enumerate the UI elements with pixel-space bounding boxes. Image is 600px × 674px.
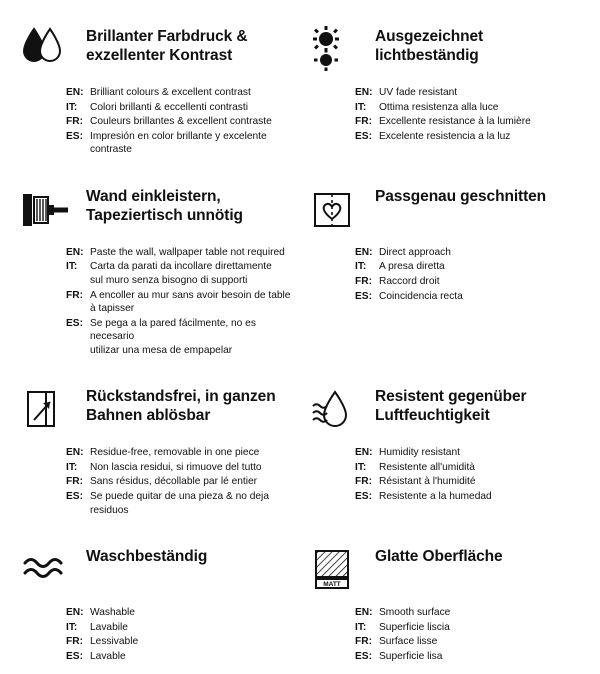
lang-code: IT: (355, 101, 367, 113)
feature-title: Waschbeständig (86, 548, 208, 566)
feature-title: Rückstandsfrei, in ganzen Bahnen ablösbar (86, 388, 276, 425)
lang-text: Colori brillanti & eccellenti contrasti (90, 101, 248, 113)
lang-text-line-1: Se pega a la pared fácilmente, no es necesario (90, 317, 256, 343)
lang-text: Superficie lisa (379, 650, 443, 662)
icon-label: MATT (323, 581, 341, 589)
lang-code: EN: (66, 246, 84, 258)
lang-code: IT: (355, 621, 367, 633)
precise-fit-heart-icon (307, 182, 363, 238)
feature-smooth-surface (307, 542, 582, 674)
lang-code: FR: (355, 636, 372, 648)
lang-code: FR: (355, 275, 372, 287)
list-item (66, 101, 293, 115)
list-item (66, 130, 293, 157)
list-item (66, 461, 293, 475)
lang-text: Sans résidus, décollable par lé entier (90, 476, 258, 488)
peel-off-residue-free-icon (18, 382, 74, 438)
list-item (355, 260, 582, 274)
lang-code: FR: (66, 636, 83, 648)
lang-text: A encoller au mur sans avoir besoin de table à tapisser (90, 289, 291, 315)
feature-translations (307, 446, 582, 503)
list-item (66, 260, 293, 287)
lang-text-line-2: sul muro senza bisogno di supporti (90, 274, 248, 286)
feature-translations (307, 246, 582, 303)
lang-text: Washable (90, 607, 135, 619)
list-item (66, 86, 293, 100)
lang-text: Smooth surface (379, 607, 451, 619)
feature-translations (18, 446, 293, 517)
feature-translations (18, 606, 293, 663)
feature-paste-the-wall (18, 182, 293, 369)
feature-row-2 (18, 182, 582, 369)
sun-fade-resistant-icon (307, 22, 363, 78)
feature-header (307, 382, 582, 438)
list-item (66, 317, 293, 358)
feature-title: Glatte Oberfläche (375, 548, 503, 566)
lang-code: ES: (355, 130, 372, 142)
feature-row-4 (18, 542, 582, 674)
list-item (355, 475, 582, 489)
list-item (355, 621, 582, 635)
feature-row-1 (18, 22, 582, 168)
lang-text: Excellente resistance à la lumière (379, 116, 531, 128)
lang-code: FR: (66, 476, 83, 488)
list-item (355, 101, 582, 115)
list-item (66, 490, 293, 517)
humidity-resistant-drop-icon (307, 382, 363, 438)
lang-text: Ottima resistenza alla luce (379, 101, 499, 113)
list-item (355, 606, 582, 620)
matt-smooth-surface-icon (307, 542, 363, 598)
lang-text (90, 260, 272, 287)
list-item (355, 86, 582, 100)
lang-code: IT: (66, 621, 78, 633)
lang-text: Surface lisse (379, 636, 438, 648)
feature-title: Ausgezeichnet lichtbeständig (375, 28, 484, 64)
feature-brilliant-print (18, 22, 293, 168)
lang-code: ES: (66, 317, 83, 329)
lang-text: Lessivable (90, 636, 139, 648)
lang-text: Coincidencia recta (379, 290, 463, 302)
lang-text: Se puede quitar de una pieza & no deja residuos (90, 491, 269, 516)
ink-drops-contrast-icon (18, 22, 74, 78)
lang-code: FR: (355, 116, 372, 128)
lang-code: ES: (66, 491, 83, 502)
list-item (355, 446, 582, 460)
list-item (355, 115, 582, 129)
feature-translations (18, 86, 293, 157)
lang-code: EN: (355, 87, 373, 98)
lang-text: Excelente resistencia a la luz (379, 130, 511, 142)
lang-text: Lavabile (90, 621, 128, 633)
lang-text: A presa diretta (379, 261, 445, 273)
lang-code: EN: (355, 447, 373, 459)
list-item (355, 246, 582, 260)
feature-header (18, 182, 293, 238)
feature-title: Brillanter Farbdruck & exzellenter Kontrast (86, 28, 248, 64)
lang-code: IT: (355, 461, 367, 473)
lang-code: ES: (355, 650, 372, 662)
lang-text: Résistant à l'humidité (379, 476, 476, 488)
lang-text: Non lascia residui, si rimuove del tutto (90, 461, 262, 473)
paste-the-wall-brush-icon (18, 182, 74, 238)
lang-code: IT: (355, 261, 367, 273)
lang-code: EN: (66, 447, 84, 459)
list-item (66, 246, 293, 260)
list-item (355, 290, 582, 304)
lang-code: FR: (66, 116, 83, 128)
feature-translations (307, 86, 582, 143)
lang-text: Paste the wall, wallpaper table not required (90, 246, 285, 258)
feature-humidity-resistant (307, 382, 582, 528)
feature-header (307, 22, 582, 78)
lang-text: Residue-free, removable in one piece (90, 447, 260, 459)
lang-code: EN: (355, 246, 373, 258)
list-item (66, 650, 293, 664)
list-item (355, 130, 582, 144)
feature-title: Wand einkleistern, Tapeziertisch unnötig (86, 187, 243, 224)
list-item (355, 635, 582, 649)
feature-row-3 (18, 382, 582, 528)
lang-text-line-1: Carta da parati da incollare direttamente (90, 261, 272, 273)
list-item (66, 115, 293, 129)
lang-code: FR: (355, 476, 372, 488)
lang-text: Direct approach (379, 246, 451, 258)
list-item (66, 635, 293, 649)
feature-header (307, 542, 582, 598)
feature-header (307, 182, 582, 238)
feature-header (18, 22, 293, 78)
feature-header (18, 382, 293, 438)
list-item (355, 490, 582, 504)
list-item (66, 621, 293, 635)
lang-text: Resistente all'umidità (379, 461, 475, 473)
lang-text-line-2: utilizar una mesa de empapelar (90, 344, 233, 356)
list-item (66, 446, 293, 460)
lang-code: EN: (66, 87, 84, 98)
feature-translations (18, 246, 293, 358)
lang-code: ES: (66, 650, 83, 662)
lang-text: Lavable (90, 650, 126, 662)
lang-text: Couleurs brillantes & excellent contraste (90, 116, 272, 128)
lang-text: Resistente a la humedad (379, 491, 492, 502)
lang-text: Raccord droit (379, 275, 440, 287)
feature-title: Resistent gegenüber Luftfeuchtigkeit (375, 388, 527, 425)
list-item (66, 475, 293, 489)
list-item (355, 461, 582, 475)
lang-text (90, 317, 293, 358)
lang-text: UV fade resistant (379, 87, 458, 98)
lang-code: FR: (66, 289, 83, 301)
lang-code: IT: (66, 261, 78, 273)
lang-text: Superficie liscia (379, 621, 450, 633)
lang-code: IT: (66, 101, 78, 113)
lang-code: IT: (66, 461, 78, 473)
lang-code: ES: (355, 290, 372, 302)
lang-code: EN: (66, 607, 84, 619)
lang-code: EN: (355, 607, 373, 619)
list-item (66, 289, 293, 316)
feature-lightfast (307, 22, 582, 168)
lang-text: Humidity resistant (379, 447, 460, 459)
feature-washable (18, 542, 293, 674)
lang-code: ES: (66, 130, 83, 142)
lang-text: Impresión en color brillante y excelente contraste (90, 130, 267, 156)
lang-code: ES: (355, 491, 372, 502)
lang-text: Brilliant colours & excellent contrast (90, 87, 251, 98)
list-item (355, 650, 582, 664)
list-item (66, 606, 293, 620)
list-item (355, 275, 582, 289)
feature-title: Passgenau geschnitten (375, 187, 547, 205)
feature-translations (307, 606, 582, 663)
feature-residue-free (18, 382, 293, 528)
washable-waves-icon (18, 542, 74, 598)
feature-precise-fit (307, 182, 582, 369)
feature-header (18, 542, 293, 598)
